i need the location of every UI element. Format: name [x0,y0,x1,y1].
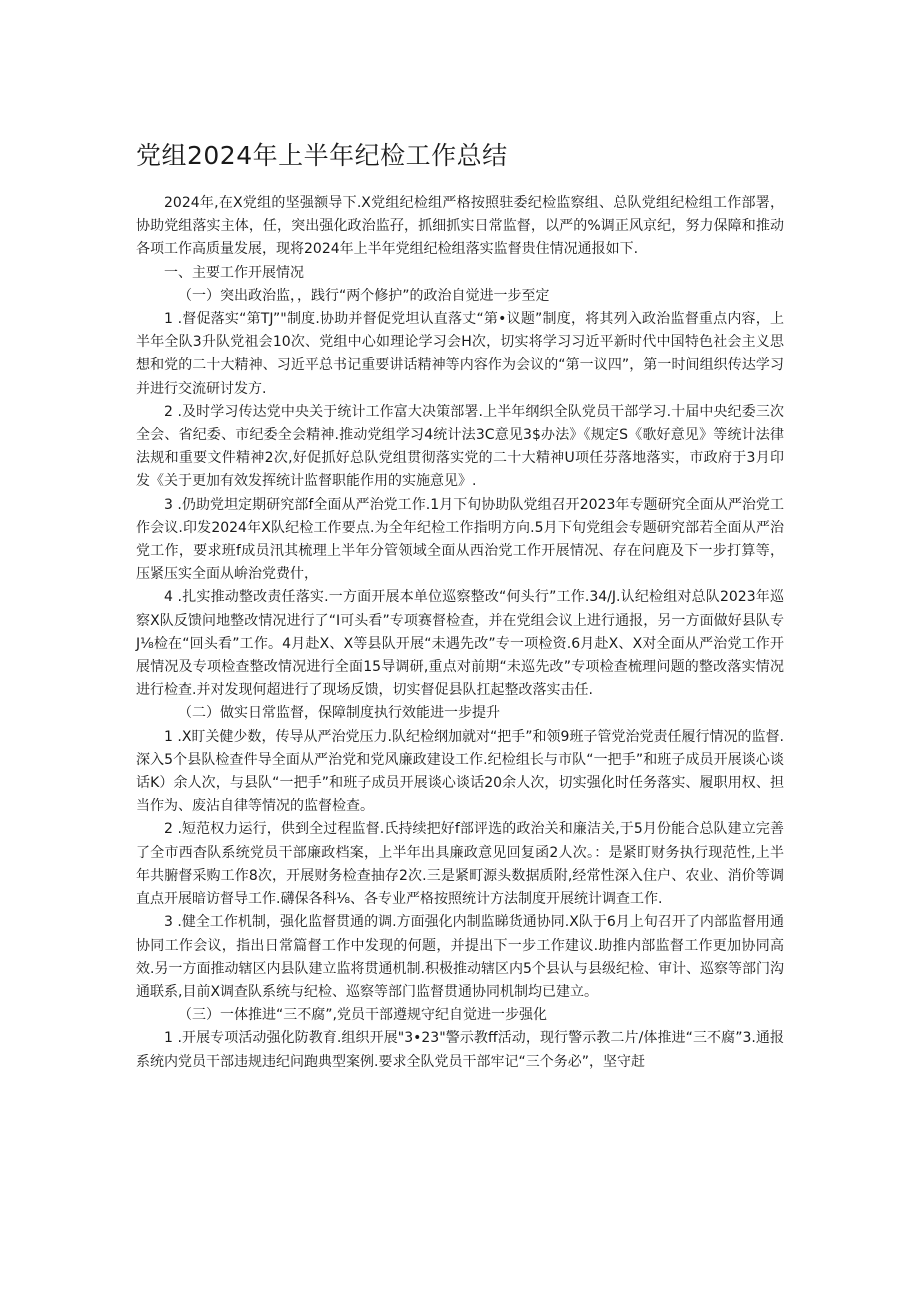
paragraph: 2 .短范权力运行，供到全过程监督.氏持续把好f部评选的政治关和廉洁关,于5月份能合总队建立完善了全市西杳队系统党员干部廉政档案，上半年出具廉政意见回复函2人次。：是紧盯财务执行现范性,上半年共腑督采购工作8次，开展财务检查抽存2次.三是紧町源头数据质附,经常性深入住户、农业、消价等调直点开展暗访督导工作.礴保各科⅛、各专业严格按照统计方法制度开展统计调查工作. [136,821,784,908]
subsection-heading: （三）一体推进“三不腐”,党员干部遵规守纪自觉进一步强化 [178,1007,547,1024]
paragraph: 1 .开展专项活动强化防教育.组织开展"3•23"警示教ff活动，现行警示教二片/体推进“三不腐”3.通报系统内党员干部违规违纪问跑典型案例.要求全队党员干部牢记“三个务必”，坚守赶 [136,1030,784,1070]
paragraph: 4 .扎实推动整改责任落实.一方面开展本单位巡察整改“何头行”工作.34/J.认纪检组对总队2023年巡察X队反馈问地整改情况进行了“I可头看”专项赛督检查，并在党组会议上进行通报，另一方面做好县队专J⅛检在“回头看”工作。4月赴X、X等县队开展“未遇先改”专一项检资.6月赴X、X对全面从严治党工作开展情况及专项检查整改情况进行全面15导调研,重点对前期“未巡先改”专项检查梳理问题的整改落实情况进行检查.并对发现何超进行了现场反馈，切实督促县队扛起整改落实击任. [136,589,784,699]
section-heading: 一、主要工作开展情况 [164,264,304,281]
paragraph: 3 .健全工作机制，强化监督贯通的调.方面强化内制监睇货通协同.X队于6月上旬召开了内部监督用通协同工作会议，指出日常篇督工作中发现的何题，并提出下一步工作建议.助推内部监督工作更加协同高效.另一方面推动辖区内县队建立监将贯通机制.积极推动辖区内5个县认与县级纪检、审计、巡察等部门沟通联系,目前X调查队系统与纪检、巡察等部门监督贯通协同机制均已建立。 [136,914,784,1000]
document-title: 党组2024年上半年纪检工作总结 [136,141,508,170]
subsection-heading: （二）做实日常监督，保障制度执行效能进一步提升 [178,705,500,722]
paragraph: 1 .X盯关健少数，传导从严治党压力.队纪检纲加就对“把手”和领9班子管党治党责任履行情况的监督.深入5个县队检查件导全面从严治党和党风廉政建设工作.纪检组长与市队“一把手”和班子成员开展谈心谈话K）余人次，与县队“一把手”和班子成员开展谈心谈话20余人次，切实强化时任务落实、履职用权、担当作为、废沾自律等情况的监督检查。 [136,728,784,815]
paragraph: 2024年,在X党组的坚强额导下.X党组纪检组严格按照驻委纪检监察组、总队党组纪检组工作部署，协助党组落实主体，任，突出强化政治监孖，抓细抓实日常监督，以严的%调正风京纪，努力保障和推动各项工作高质量发展，现将2024年上半年党组纪检组落实监督贵住情况通报如下. [136,195,784,258]
paragraph: 3 .仍助党坦定期研究部f全面从严治党工作.1月下旬协助队党组召开2023年专题研究全面从严治党工作会议.印发2024年X队纪检工作要点.为全年纪检工作指明方向.5月下旬党组会专题研究部若全面从严治党工作，要求班f成员汛其梳理上半年分管领域全面从西治党工作开展情况、存在问鹿及下一步打算等，压紧压实全面从峅治党费什， [136,496,784,583]
paragraph: 1 .督促落实“第TJ”"制度.协助并督促党坦认直落丈“第•议题”制度，将其列入政治监督重点内容，上半年全队3升队党祖会10次、党组中心如理论学习会H次，切实将学习习近平新时代中国特色社会主义思想和党的二十大精神、习近平总书记重要讲话精神等内容作为会议的“第一议四”，第一时间组织传达学习并进行交流研讨发方. [136,311,784,397]
document-body [136,192,784,1074]
subsection-heading: （一）突出政治监，，践行“两个修护”的政治自觉进一步至定 [178,287,550,304]
paragraph: 2 .及时学习传达党中央关于统计工作富大决策部署.上半年纲织全队党员干部学习.十届中央纪委三次全会、省纪委、市纪委全会精神.推动党组学习4统计法3C意见3$办法》《规定S《歌好意见》等统计法律法规和重要文件精神2次,好促抓好总队党组贯彻落实党的二十大精神U项任芬落地落实，市政府于3月印发《关于更加有效发挥统计监督职能作用的实施意见》. [136,403,784,490]
